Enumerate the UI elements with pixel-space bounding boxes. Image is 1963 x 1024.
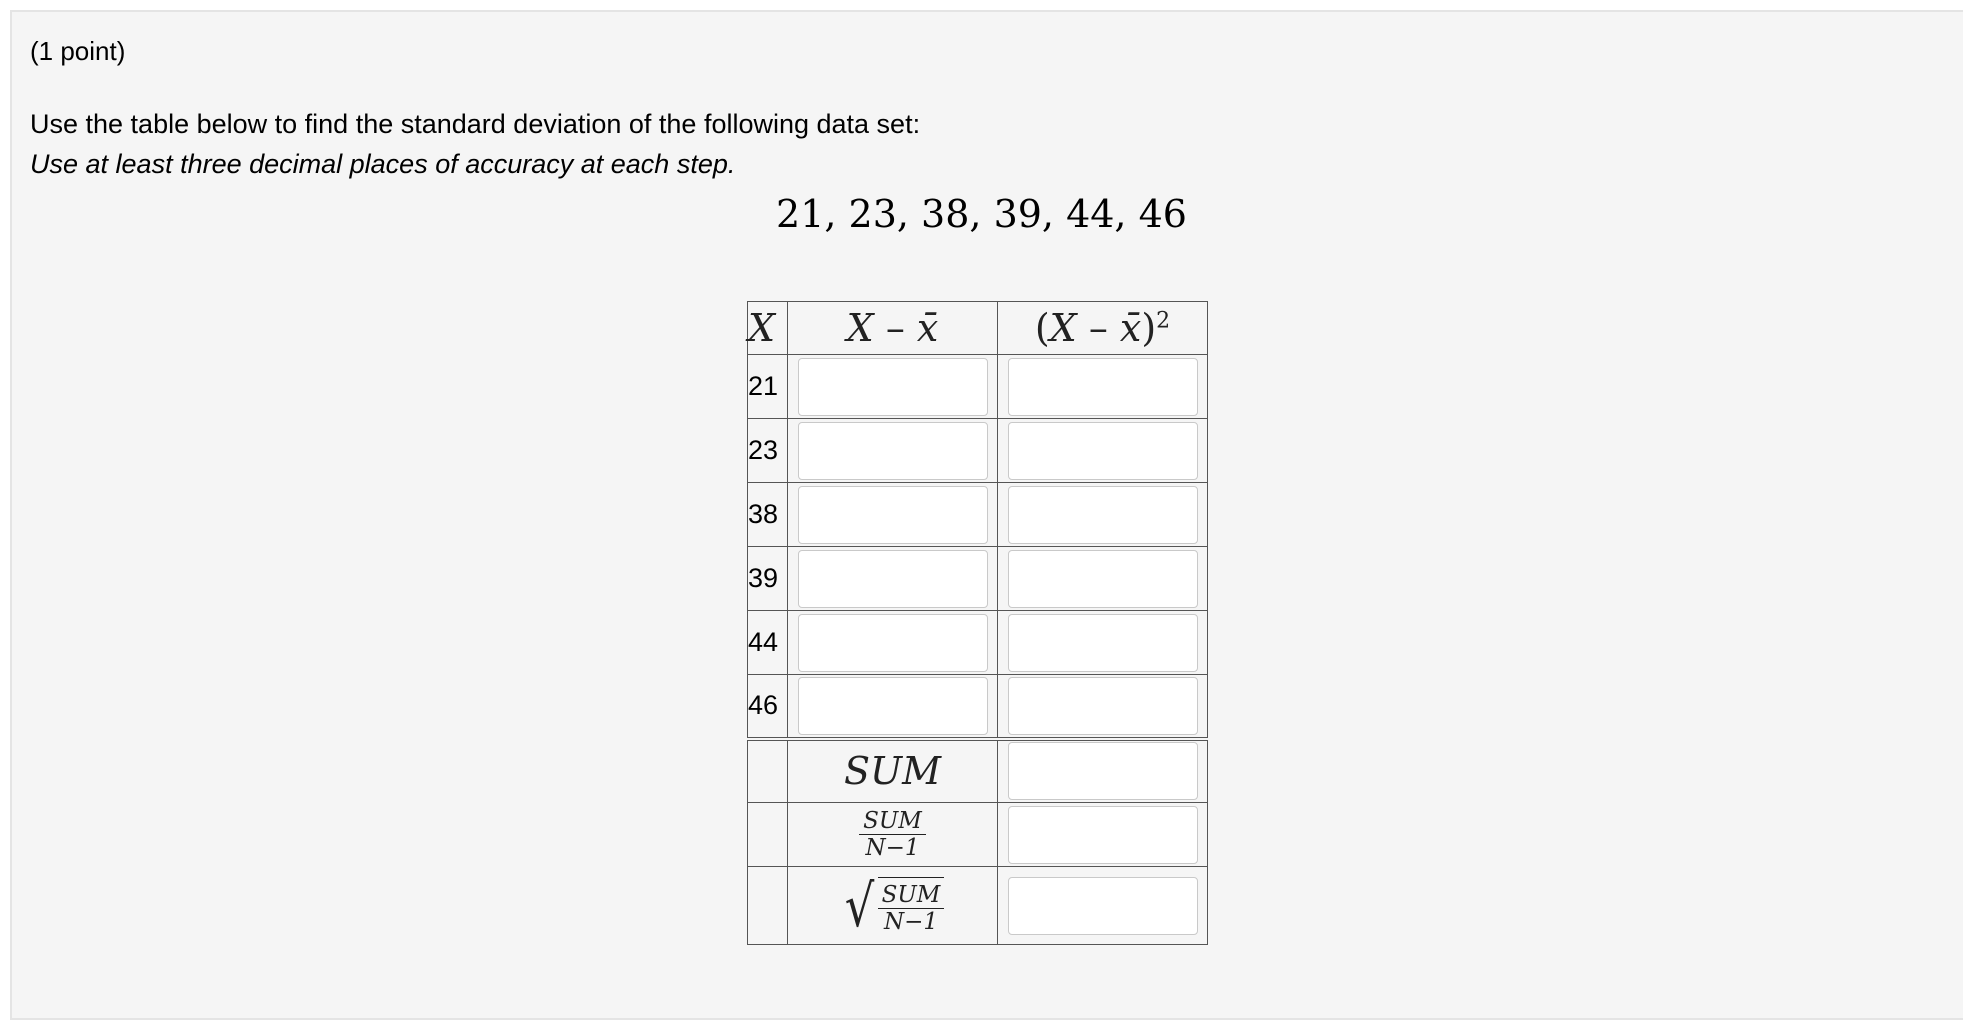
squared-deviation-input-1[interactable] <box>1008 358 1198 416</box>
deviation-input-3[interactable] <box>798 486 988 544</box>
sqrt-symbol: √ $\frac{\text{SUM}}{N-1}$ <box>841 877 945 935</box>
x-value: 39 <box>748 547 788 611</box>
x-value: 38 <box>748 483 788 547</box>
deviation-input-4[interactable] <box>798 550 988 608</box>
x-value: 23 <box>748 419 788 483</box>
table-row <box>748 611 1208 675</box>
deviation-input-1[interactable] <box>798 358 988 416</box>
table-row <box>748 547 1208 611</box>
header-row <box>748 302 1208 355</box>
deviation-input-2[interactable] <box>798 422 988 480</box>
points-label: (1 point) <box>30 36 126 66</box>
std-dev-row <box>748 867 1208 945</box>
squared-deviation-input-6[interactable] <box>1008 677 1198 735</box>
std-dev-input[interactable] <box>1008 877 1198 935</box>
deviation-input-6[interactable] <box>798 677 988 735</box>
table-row <box>748 355 1208 419</box>
table-row <box>748 483 1208 547</box>
std-dev-label <box>788 867 998 945</box>
x-value: 46 <box>748 675 788 739</box>
sum-row <box>748 739 1208 803</box>
sum-input[interactable] <box>1008 742 1198 800</box>
squared-deviation-input-2[interactable] <box>1008 422 1198 480</box>
x-value: 44 <box>748 611 788 675</box>
radical-icon: √ <box>844 871 874 940</box>
x-value: 21 <box>748 355 788 419</box>
header-x: X <box>748 302 788 355</box>
variance-input[interactable] <box>1008 806 1198 864</box>
header-deviation: X – x̄ <box>788 302 998 355</box>
squared-deviation-input-5[interactable] <box>1008 614 1198 672</box>
squared-deviation-input-4[interactable] <box>1008 550 1198 608</box>
accuracy-note: Use at least three decimal places of accuracy at each step. <box>30 149 736 179</box>
std-dev-table <box>747 301 1208 945</box>
header-squared-deviation: (X – x̄)$^2$ <box>998 302 1208 355</box>
table-row <box>748 675 1208 739</box>
dataset: 21, 23, 38, 39, 44, 46 <box>776 192 1187 236</box>
instruction-text: Use the table below to find the standard deviation of the following data set: <box>30 109 921 139</box>
deviation-input-5[interactable] <box>798 614 988 672</box>
instructions <box>30 104 920 184</box>
squared-deviation-input-3[interactable] <box>1008 486 1198 544</box>
variance-label: $\frac{\text{SUM}}{N-1}$ <box>788 803 998 867</box>
sum-label: SUM <box>788 739 998 803</box>
table-row <box>748 419 1208 483</box>
variance-row <box>748 803 1208 867</box>
